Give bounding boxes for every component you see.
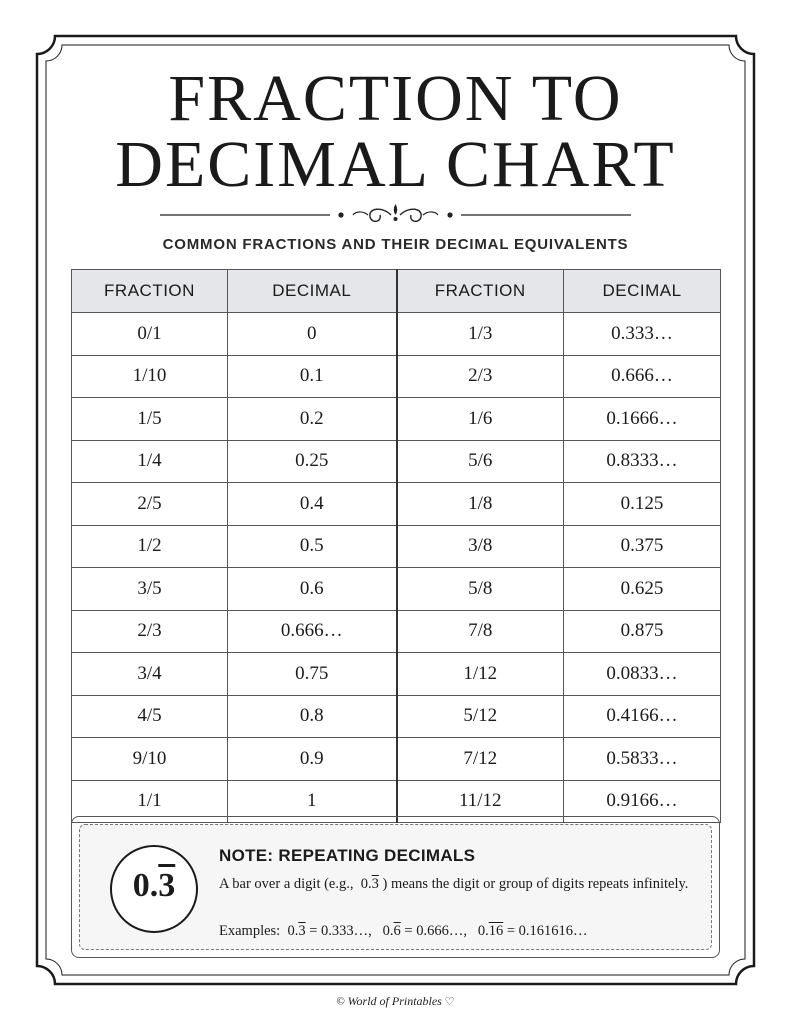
table-row bbox=[72, 440, 721, 483]
table-row bbox=[72, 568, 721, 611]
fraction-cell: 11/12 bbox=[397, 780, 564, 823]
note-panel bbox=[79, 824, 712, 950]
copyright-symbol: © bbox=[336, 995, 345, 1008]
fraction-cell: 9/10 bbox=[72, 738, 228, 781]
decimal-cell: 0.9166… bbox=[564, 780, 721, 823]
badge-whole: 0. bbox=[132, 867, 159, 904]
fraction-cell: 1/4 bbox=[72, 440, 228, 483]
decimal-cell: 0.375 bbox=[564, 525, 721, 568]
fraction-cell: 5/8 bbox=[397, 568, 564, 611]
badge-repeat-digit: 3 bbox=[158, 867, 176, 904]
fraction-cell: 4/5 bbox=[72, 695, 228, 738]
decimal-cell: 0.2 bbox=[228, 398, 397, 441]
table-row bbox=[72, 398, 721, 441]
fraction-cell: 2/5 bbox=[72, 483, 228, 526]
fraction-cell: 2/3 bbox=[72, 610, 228, 653]
decimal-cell: 0.4166… bbox=[564, 695, 721, 738]
ornamental-divider bbox=[160, 200, 631, 230]
note-title: NOTE: REPEATING DECIMALS bbox=[219, 846, 476, 865]
fraction-cell: 1/10 bbox=[72, 355, 228, 398]
fraction-cell: 7/12 bbox=[397, 738, 564, 781]
note-body-start: A bar over a digit (e.g., bbox=[219, 876, 354, 892]
decimal-cell: 0.9 bbox=[228, 738, 397, 781]
table-row bbox=[72, 610, 721, 653]
page-title-line-1: FRACTION TO bbox=[168, 62, 623, 135]
decimal-cell: 0.666… bbox=[564, 355, 721, 398]
fraction-cell: 5/6 bbox=[397, 440, 564, 483]
examples-label: Examples: bbox=[219, 923, 281, 939]
fraction-cell: 1/12 bbox=[397, 653, 564, 696]
fraction-cell: 7/8 bbox=[397, 610, 564, 653]
page-title-line-2: DECIMAL CHART bbox=[115, 128, 676, 201]
repeating-decimal-badge bbox=[110, 845, 198, 933]
fraction-cell: 0/1 bbox=[72, 313, 228, 356]
fraction-cell: 1/1 bbox=[72, 780, 228, 823]
table-row bbox=[72, 355, 721, 398]
table-row bbox=[72, 313, 721, 356]
decimal-cell: 0.4 bbox=[228, 483, 397, 526]
heart-icon: ♡ bbox=[444, 996, 455, 1008]
repeating-decimals-note bbox=[71, 816, 720, 958]
table-row bbox=[72, 738, 721, 781]
brand-name: World of Printables bbox=[347, 994, 442, 1008]
fraction-cell: 1/6 bbox=[397, 398, 564, 441]
decimal-cell: 0.8333… bbox=[564, 440, 721, 483]
decimal-cell: 0.1 bbox=[228, 355, 397, 398]
decimal-cell: 0.5 bbox=[228, 525, 397, 568]
decimal-cell: 0.875 bbox=[564, 610, 721, 653]
note-example-digit: 3 bbox=[371, 876, 379, 892]
column-header-fraction: FRACTION bbox=[397, 270, 564, 313]
table-row bbox=[72, 653, 721, 696]
table-header-row bbox=[72, 270, 721, 313]
decimal-cell: 1 bbox=[228, 780, 397, 823]
decimal-cell: 0.0833… bbox=[564, 653, 721, 696]
fraction-cell: 5/12 bbox=[397, 695, 564, 738]
decimal-cell: 0.1666… bbox=[564, 398, 721, 441]
note-body bbox=[219, 874, 689, 894]
example-item: 0.3 = 0.333…, bbox=[287, 923, 372, 939]
column-header-fraction: FRACTION bbox=[72, 270, 228, 313]
fraction-cell: 2/3 bbox=[397, 355, 564, 398]
decimal-cell: 0.5833… bbox=[564, 738, 721, 781]
column-header-decimal: DECIMAL bbox=[564, 270, 721, 313]
note-body-end: ) means the digit or group of digits repeats infinitely. bbox=[382, 876, 689, 892]
decimal-cell: 0.8 bbox=[228, 695, 397, 738]
decimal-cell: 0.75 bbox=[228, 653, 397, 696]
column-header-decimal: DECIMAL bbox=[228, 270, 397, 313]
note-examples bbox=[219, 923, 588, 940]
decimal-cell: 0 bbox=[228, 313, 397, 356]
fraction-decimal-table bbox=[71, 269, 721, 823]
fraction-cell: 1/2 bbox=[72, 525, 228, 568]
example-item: 0.6 = 0.666…, bbox=[382, 923, 467, 939]
fraction-cell: 1/3 bbox=[397, 313, 564, 356]
footer-brand bbox=[0, 994, 791, 1009]
fraction-cell: 3/4 bbox=[72, 653, 228, 696]
fraction-cell: 1/8 bbox=[397, 483, 564, 526]
decimal-cell: 0.25 bbox=[228, 440, 397, 483]
fraction-cell: 1/5 bbox=[72, 398, 228, 441]
fraction-cell: 3/5 bbox=[72, 568, 228, 611]
table-row bbox=[72, 525, 721, 568]
note-example-whole: 0. bbox=[360, 876, 372, 892]
fraction-cell: 3/8 bbox=[397, 525, 564, 568]
decimal-cell: 0.666… bbox=[228, 610, 397, 653]
subtitle: COMMON FRACTIONS AND THEIR DECIMAL EQUIVALENTS bbox=[162, 236, 629, 253]
decimal-cell: 0.6 bbox=[228, 568, 397, 611]
decimal-cell: 0.125 bbox=[564, 483, 721, 526]
decimal-cell: 0.333… bbox=[564, 313, 721, 356]
table-row bbox=[72, 483, 721, 526]
example-item: 0.16 = 0.161616… bbox=[477, 923, 588, 939]
table-row bbox=[72, 695, 721, 738]
decimal-cell: 0.625 bbox=[564, 568, 721, 611]
